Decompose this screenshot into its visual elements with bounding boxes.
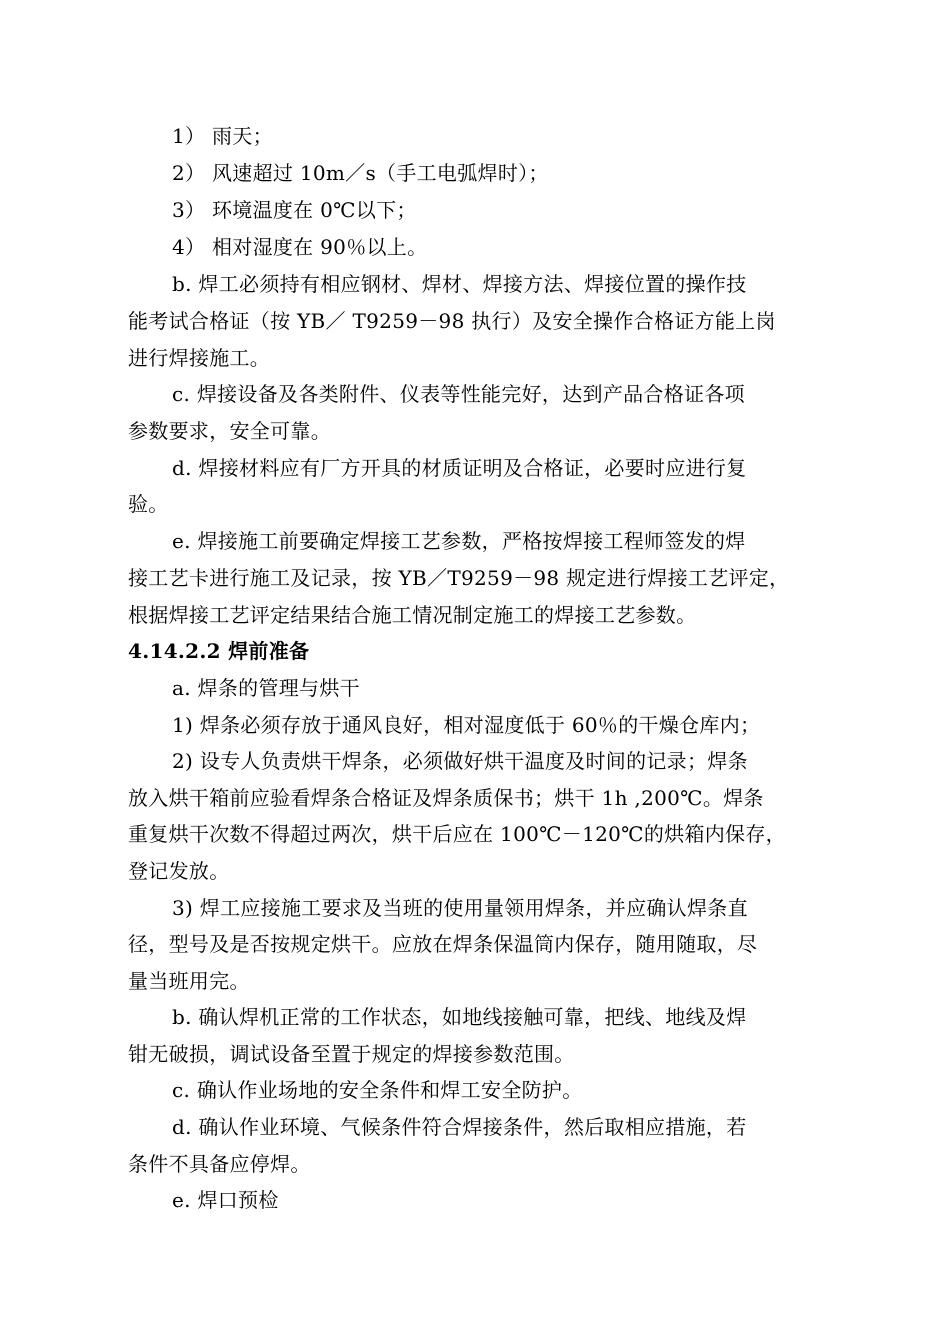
paragraph-line: d. 确认作业环境、气候条件符合焊接条件，然后取相应措施，若	[172, 1115, 747, 1139]
paragraph-line: 量当班用完。	[128, 969, 250, 993]
paragraph-line: a. 焊条的管理与烘干	[172, 676, 360, 700]
paragraph-line: e. 焊接施工前要确定焊接工艺参数，严格按焊接工程师签发的焊	[172, 529, 746, 553]
paragraph-line: 参数要求，安全可靠。	[128, 419, 331, 443]
paragraph-line: 能考试合格证（按 YB／ T9259－98 执行）及安全操作合格证方能上岗	[128, 309, 776, 333]
paragraph-line: 进行焊接施工。	[128, 346, 271, 370]
paragraph-line: 根据焊接工艺评定结果结合施工情况制定施工的焊接工艺参数。	[128, 603, 697, 627]
paragraph-line: 登记发放。	[128, 859, 230, 883]
paragraph-line: e. 焊口预检	[172, 1188, 279, 1212]
paragraph-line: 重复烘干次数不得超过两次，烘干后应在 100℃－120℃的烘箱内保存，	[128, 822, 786, 846]
list-item: 1） 雨天；	[172, 124, 273, 148]
list-item: 3） 环境温度在 0℃以下；	[172, 198, 417, 222]
paragraph-line: d. 焊接材料应有厂方开具的材质证明及合格证，必要时应进行复	[172, 456, 747, 480]
paragraph-line: 放入烘干箱前应验看焊条合格证及焊条质保书；烘干 1h ,200℃。焊条	[128, 786, 764, 810]
paragraph-line: c. 焊接设备及各类附件、仪表等性能完好，达到产品合格证各项	[172, 382, 745, 406]
list-item: 3) 焊工应接施工要求及当班的使用量领用焊条，并应确认焊条直	[172, 896, 748, 920]
list-item: 1) 焊条必须存放于通风良好，相对湿度低于 60％的干燥仓库内；	[172, 713, 761, 737]
list-item: 2） 风速超过 10m／s（手工电弧焊时）；	[172, 161, 549, 185]
paragraph-line: 验。	[128, 492, 169, 516]
paragraph-line: 条件不具备应停焊。	[128, 1152, 311, 1176]
paragraph-line: b. 焊工必须持有相应钢材、焊材、焊接方法、焊接位置的操作技	[172, 272, 747, 296]
paragraph-line: b. 确认焊机正常的工作状态，如地线接触可靠，把线、地线及焊	[172, 1005, 747, 1029]
list-item: 2) 设专人负责烘干焊条，必须做好烘干温度及时间的记录；焊条	[172, 749, 748, 773]
paragraph-line: c. 确认作业场地的安全条件和焊工安全防护。	[172, 1078, 583, 1102]
list-item: 4） 相对湿度在 90％以上。	[172, 235, 428, 259]
paragraph-line: 钳无破损，调试设备至置于规定的焊接参数范围。	[128, 1042, 575, 1066]
paragraph-line: 接工艺卡进行施工及记录，按 YB／T9259－98 规定进行焊接工艺评定，	[128, 566, 790, 590]
section-heading: 4.14.2.2 焊前准备	[128, 639, 310, 663]
paragraph-line: 径，型号及是否按规定烘干。应放在焊条保温筒内保存，随用随取，尽	[128, 932, 758, 956]
